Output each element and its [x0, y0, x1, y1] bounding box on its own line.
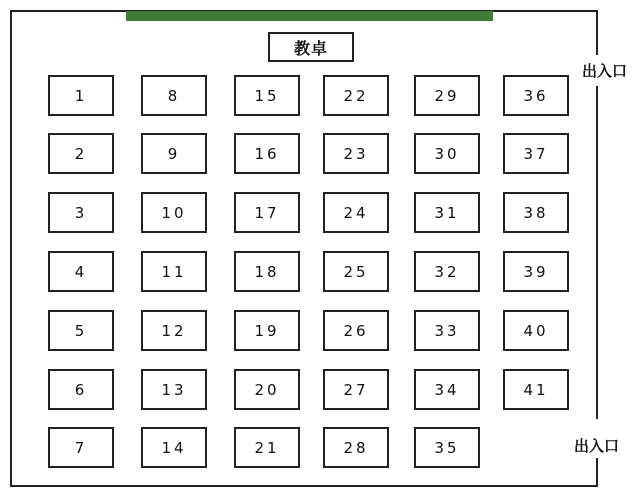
seat-35[interactable]: 35: [414, 427, 480, 468]
seat-5[interactable]: 5: [48, 310, 114, 351]
seat-15[interactable]: 15: [234, 75, 300, 116]
seat-41[interactable]: 41: [503, 369, 569, 410]
exit-label-bottom: 出入口: [574, 437, 620, 455]
seat-33[interactable]: 33: [414, 310, 480, 351]
seat-13[interactable]: 13: [141, 369, 207, 410]
seat-12[interactable]: 12: [141, 310, 207, 351]
seat-16[interactable]: 16: [234, 133, 300, 174]
seat-10[interactable]: 10: [141, 192, 207, 233]
teacher-desk: 教卓: [268, 32, 354, 62]
seat-1[interactable]: 1: [48, 75, 114, 116]
seat-11[interactable]: 11: [141, 251, 207, 292]
seat-28[interactable]: 28: [323, 427, 389, 468]
seat-24[interactable]: 24: [323, 192, 389, 233]
wall-right-middle: [596, 86, 598, 419]
seat-30[interactable]: 30: [414, 133, 480, 174]
wall-left: [10, 10, 12, 487]
seat-37[interactable]: 37: [503, 133, 569, 174]
seat-4[interactable]: 4: [48, 251, 114, 292]
seat-8[interactable]: 8: [141, 75, 207, 116]
seat-17[interactable]: 17: [234, 192, 300, 233]
seat-9[interactable]: 9: [141, 133, 207, 174]
seat-38[interactable]: 38: [503, 192, 569, 233]
wall-bottom: [10, 485, 598, 487]
seat-3[interactable]: 3: [48, 192, 114, 233]
seat-25[interactable]: 25: [323, 251, 389, 292]
seat-6[interactable]: 6: [48, 369, 114, 410]
wall-right-lower: [596, 458, 598, 487]
seat-18[interactable]: 18: [234, 251, 300, 292]
seat-21[interactable]: 21: [234, 427, 300, 468]
seat-29[interactable]: 29: [414, 75, 480, 116]
seat-27[interactable]: 27: [323, 369, 389, 410]
exit-label-top: 出入口: [582, 62, 628, 80]
seat-7[interactable]: 7: [48, 427, 114, 468]
wall-right-upper: [596, 10, 598, 55]
seat-20[interactable]: 20: [234, 369, 300, 410]
seat-31[interactable]: 31: [414, 192, 480, 233]
seat-19[interactable]: 19: [234, 310, 300, 351]
seat-14[interactable]: 14: [141, 427, 207, 468]
seat-2[interactable]: 2: [48, 133, 114, 174]
seat-40[interactable]: 40: [503, 310, 569, 351]
seat-34[interactable]: 34: [414, 369, 480, 410]
blackboard: [126, 11, 493, 21]
seat-39[interactable]: 39: [503, 251, 569, 292]
seat-22[interactable]: 22: [323, 75, 389, 116]
seat-26[interactable]: 26: [323, 310, 389, 351]
seat-32[interactable]: 32: [414, 251, 480, 292]
seat-23[interactable]: 23: [323, 133, 389, 174]
seat-36[interactable]: 36: [503, 75, 569, 116]
